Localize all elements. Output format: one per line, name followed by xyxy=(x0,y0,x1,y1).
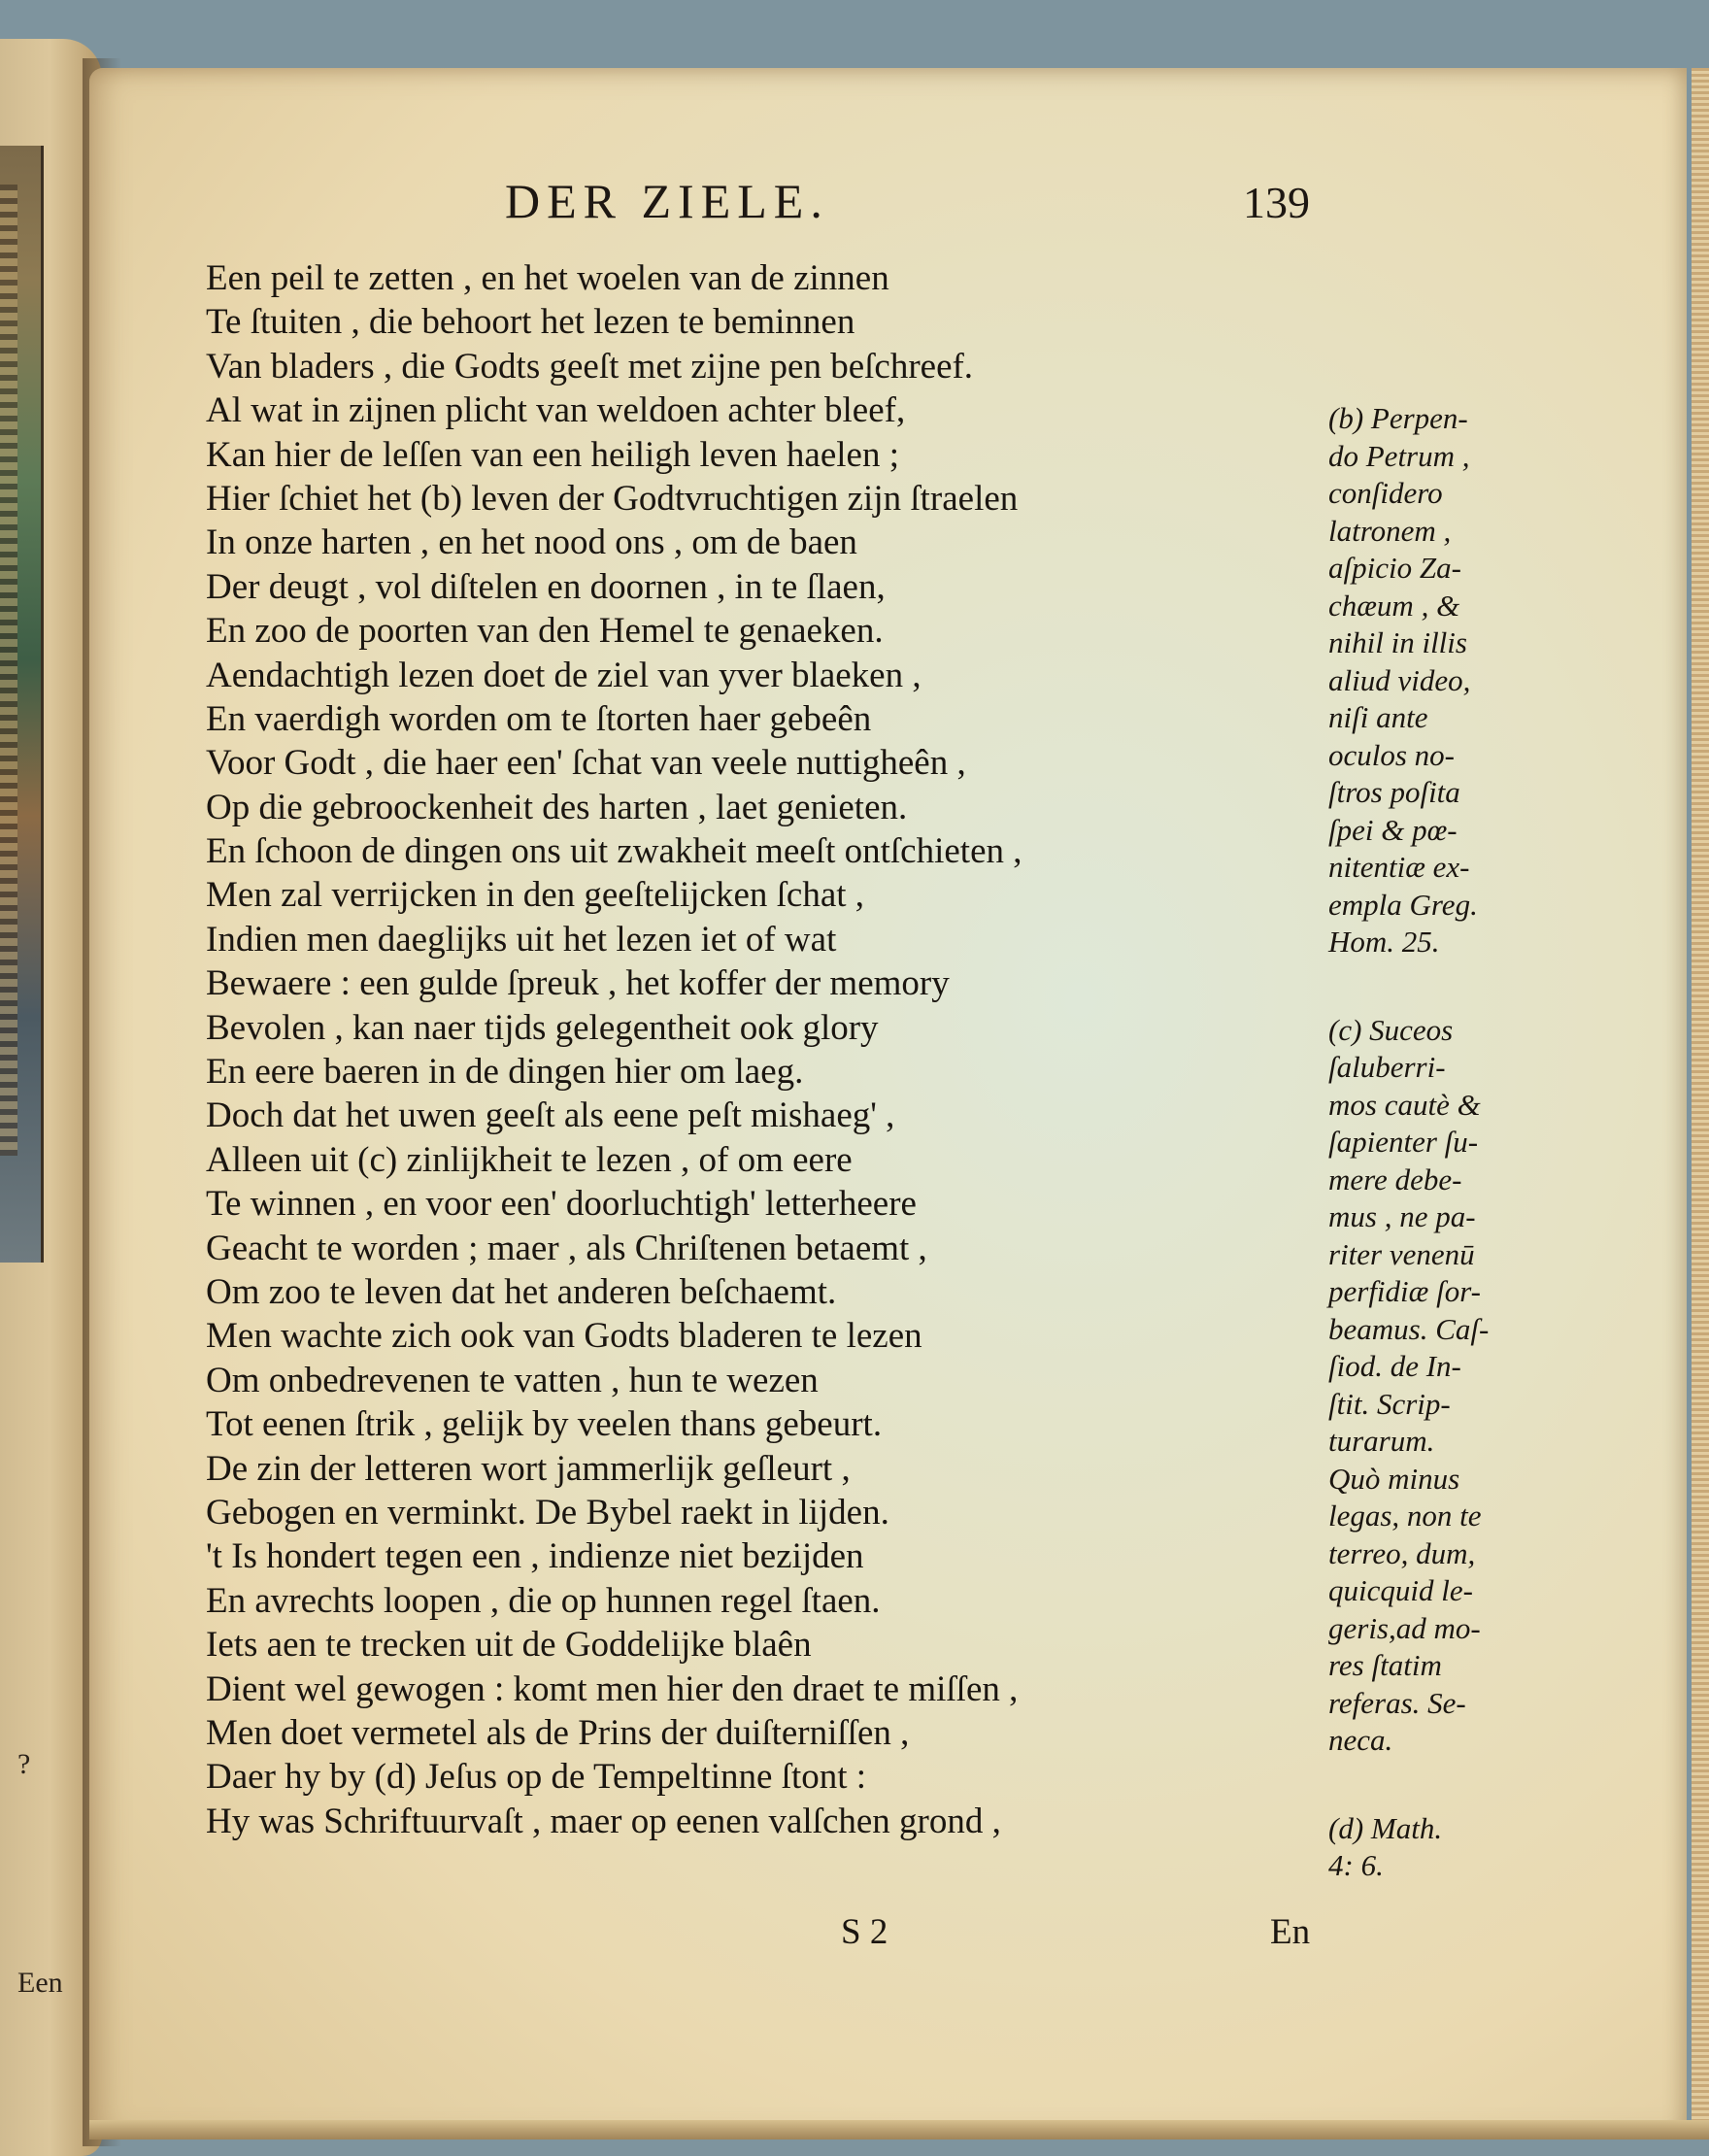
verse-line: Der deugt , vol diſtelen en doornen , in te ſlaen, xyxy=(206,566,886,607)
note-line: 4: 6. xyxy=(1328,1848,1384,1882)
marginal-notes xyxy=(1328,400,1523,1885)
verse-text xyxy=(206,256,1284,1843)
note-line: ſapienter ſu- xyxy=(1328,1125,1479,1159)
left-page-fragment: ? xyxy=(17,1748,31,1780)
marginal-note-d xyxy=(1328,1810,1523,1885)
note-line: do Petrum , xyxy=(1328,438,1470,473)
verse-line: En ſchoon de dingen ons uit zwakheit meeſt ontſchieten , xyxy=(206,831,1022,872)
note-line: mere debe- xyxy=(1328,1162,1462,1196)
verse-line: Indien men daeglijks uit het lezen iet of wat xyxy=(206,919,837,960)
note-line: mos cautè & xyxy=(1328,1087,1481,1122)
verse-line: Daer hy by (d) Jeſus op de Tempeltinne ſtont : xyxy=(206,1757,867,1798)
note-line: mus , ne pa- xyxy=(1328,1199,1476,1233)
note-line: ſpei & pœ- xyxy=(1328,812,1458,847)
signature-mark: S 2 xyxy=(841,1912,888,1952)
note-line: chæum , & xyxy=(1328,588,1460,623)
note-line: ſtros poſita xyxy=(1328,775,1460,809)
note-line: aliud video, xyxy=(1328,662,1471,697)
verse-line: En eere baeren in de dingen hier om laeg. xyxy=(206,1052,804,1093)
note-line: res ſtatim xyxy=(1328,1648,1442,1682)
verse-line: Om zoo te leven dat het anderen beſchaemt. xyxy=(206,1271,837,1312)
verse-line: Hier ſchiet het (b) leven der Godtvruchtigen zijn ſtraelen xyxy=(206,478,1019,519)
note-line: referas. Se- xyxy=(1328,1685,1466,1720)
verse-line: Doch dat het uwen geeſt als eene peſt mishaeg' , xyxy=(206,1095,895,1136)
note-line: ſiod. de In- xyxy=(1328,1349,1461,1383)
note-spacer xyxy=(1328,1760,1523,1810)
verse-line: En avrechts loopen , die op hunnen regel ſtaen. xyxy=(206,1580,881,1621)
verse-line: Op die gebroockenheit des harten , laet genieten. xyxy=(206,787,908,827)
verse-line: In onze harten , en het nood ons , om de baen xyxy=(206,522,857,563)
marginal-note-b xyxy=(1328,400,1523,961)
page-number: 139 xyxy=(1243,178,1310,227)
verse-line: Men doet vermetel als de Prins der duiſterniſſen , xyxy=(206,1712,910,1753)
note-line: geris,ad mo- xyxy=(1328,1610,1481,1645)
marginal-note-c xyxy=(1328,1012,1523,1760)
running-head: DER ZIELE. xyxy=(505,174,829,228)
note-line: quicquid le- xyxy=(1328,1573,1473,1607)
verse-line: Aendachtigh lezen doet de ziel van yver blaeken , xyxy=(206,655,922,695)
note-spacer xyxy=(1328,961,1523,1012)
catchword: En xyxy=(1270,1912,1311,1952)
engraving-illustration xyxy=(0,146,44,1263)
verse-line: Alleen uit (c) zinlijkheit te lezen , of om eere xyxy=(206,1139,853,1180)
note-line: empla Greg. xyxy=(1328,887,1478,922)
verse-line: Dient wel gewogen : komt men hier den draet te miſſen , xyxy=(206,1668,1019,1709)
note-line: Hom. 25. xyxy=(1328,925,1440,959)
verse-line: Bevolen , kan naer tijds gelegentheit ook glory xyxy=(206,1007,879,1048)
verse-line: Te winnen , en voor een' doorluchtigh' letterheere xyxy=(206,1184,917,1225)
verse-line: De zin der letteren wort jammerlijk geſleurt , xyxy=(206,1448,851,1489)
note-line: perfidiæ ſor- xyxy=(1328,1274,1481,1308)
verse-line: Gebogen en verminkt. De Bybel raekt in lijden. xyxy=(206,1492,889,1533)
note-line: ſaluberri- xyxy=(1328,1050,1446,1084)
note-line: riter venenū xyxy=(1328,1236,1475,1271)
verse-line: Van bladers , die Godts geeſt met zijne pen beſchreef. xyxy=(206,346,974,387)
note-line: niſi ante xyxy=(1328,700,1428,734)
verse-line: Iets aen te trecken uit de Goddelijke blaên xyxy=(206,1625,812,1666)
note-line: nitentiæ ex- xyxy=(1328,850,1470,884)
verse-line: Hy was Schriftuurvaſt , maer op eenen valſchen grond , xyxy=(206,1801,1001,1841)
note-line: neca. xyxy=(1328,1723,1393,1757)
page-bottom-edge xyxy=(89,2120,1709,2139)
verse-line: Om onbedrevenen te vatten , hun te wezen xyxy=(206,1360,819,1400)
verse-line: En vaerdigh worden om te ſtorten haer gebeên xyxy=(206,698,872,739)
verse-line: Men wachte zich ook van Godts bladeren te lezen xyxy=(206,1316,922,1357)
note-line: latronem , xyxy=(1328,513,1452,548)
verse-line: Kan hier de leſſen van een heiligh leven haelen ; xyxy=(206,434,900,475)
note-line: legas, non te xyxy=(1328,1499,1482,1533)
note-line: (b) Perpen- xyxy=(1328,401,1468,435)
note-line: oculos no- xyxy=(1328,737,1456,772)
verse-line: Bewaere : een gulde ſpreuk , het koffer der memory xyxy=(206,963,950,1004)
verse-line: Een peil te zetten , en het woelen van de zinnen xyxy=(206,258,889,298)
note-line: Quò minus xyxy=(1328,1461,1460,1496)
note-line: turarum. xyxy=(1328,1424,1435,1458)
page-edges xyxy=(1692,68,1709,2139)
note-line: (d) Math. xyxy=(1328,1810,1443,1845)
verse-line: Al wat in zijnen plicht van weldoen achter bleef, xyxy=(206,390,906,431)
note-line: aſpicio Za- xyxy=(1328,551,1461,585)
note-line: (c) Suceos xyxy=(1328,1012,1454,1047)
verse-line: En zoo de poorten van den Hemel te genaeken. xyxy=(206,611,884,652)
left-page-fragment: Een xyxy=(17,1967,63,1999)
verse-line: Voor Godt , die haer een' ſchat van veele nuttigheên , xyxy=(206,743,966,784)
verse-line: 't Is hondert tegen een , indienze niet bezijden xyxy=(206,1536,864,1577)
note-line: conſidero xyxy=(1328,476,1443,510)
note-line: ſtit. Scrip- xyxy=(1328,1386,1451,1421)
verse-line: Geacht te worden ; maer , als Chriſtenen betaemt , xyxy=(206,1228,927,1268)
note-line: beamus. Caſ- xyxy=(1328,1311,1490,1346)
note-line: nihil in illis xyxy=(1328,625,1467,659)
verse-line: Te ſtuiten , die behoort het lezen te beminnen xyxy=(206,302,855,343)
note-line: terreo, dum, xyxy=(1328,1535,1476,1570)
verse-line: Tot eenen ſtrik , gelijk by veelen thans gebeurt. xyxy=(206,1404,883,1445)
verse-line: Men zal verrijcken in den geeſtelijcken ſchat , xyxy=(206,875,865,916)
